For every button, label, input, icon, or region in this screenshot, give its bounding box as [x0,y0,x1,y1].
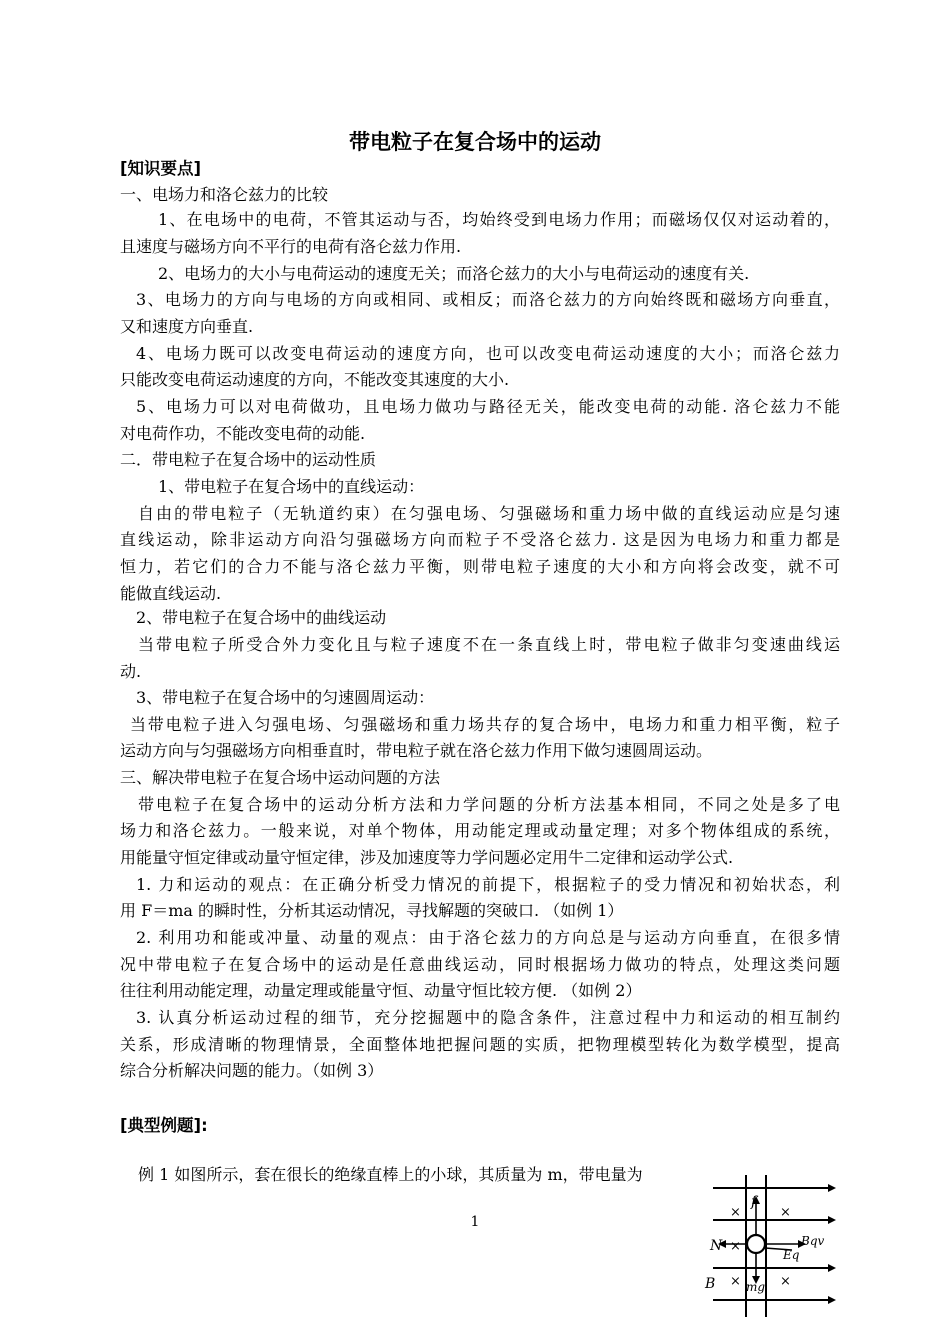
label-friction: f [751,1194,757,1210]
text-line: 场力和洛仑兹力。一般来说，对单个物体，用动能定理或动量定理；对多个物体组成的系统， [120,821,840,840]
text-line: 1. 力和运动的观点：在正确分析受力情况的前提下，根据粒子的受力情况和初始状态，利 [136,875,840,894]
example-1-figure [700,1170,840,1317]
text-line: 恒力，若它们的合力不能与洛仑兹力平衡，则带电粒子速度的大小和方向将会改变，就不可 [120,557,840,576]
text-line: 又和速度方向垂直. [120,317,254,336]
text-line: 用能量守恒定律或动量守恒定律，涉及加速度等力学问题必定用牛二定律和运动学公式. [120,848,734,867]
text-line: 综合分析解决问题的能力。（如例 3） [120,1061,384,1080]
text-line: 5、电场力可以对电荷做功，且电场力做功与路径无关，能改变电荷的动能. 洛仑兹力不能 [136,397,840,416]
svg-text:×: × [780,1205,791,1220]
text-line: 2. 利用功和能或冲量、动量的观点：由于洛仑兹力的方向总是与运动方向垂直，在很多情 [136,928,840,947]
label-electric-force: Eq [783,1248,800,1262]
text-line: 直线运动，除非运动方向沿匀强磁场方向而粒子不受洛仑兹力. 这是因为电场力和重力都是 [120,530,840,549]
text-line: 对电荷作功，不能改变电荷的动能. [120,424,366,443]
text-line: 3、带电粒子在复合场中的匀速圆周运动： [136,688,435,707]
text-line: 3. 认真分析运动过程的细节，充分挖掘题中的隐含条件，注意过程中力和运动的相互制约 [136,1008,840,1027]
svg-text:×: × [730,1205,741,1220]
label-gravity: mg [746,1280,766,1294]
svg-text:×: × [730,1239,741,1254]
page-number: 1 [470,1214,480,1230]
text-line: 带电粒子在复合场中的运动分析方法和力学问题的分析方法基本相同，不同之处是多了电 [138,795,840,814]
label-magnetic-field: B [705,1276,716,1292]
text-line: 2、电场力的大小与电荷运动的速度无关；而洛仑兹力的大小与电荷运动的速度有关. [158,264,750,283]
charged-ball [747,1235,765,1253]
text-line: 当带电粒子所受合外力变化且与粒子速度不在一条直线上时，带电粒子做非匀变速曲线运 [138,635,840,654]
text-line: 当带电粒子进入匀强电场、匀强磁场和重力场共存的复合场中，电场力和重力相平衡，粒子 [130,715,840,734]
text-line: 能做直线运动. [120,584,222,603]
text-line: 往往利用动能定理，动量定理或能量守恒、动量守恒比较方便. （如例 2） [120,981,642,1000]
text-line: 1、带电粒子在复合场中的直线运动： [158,477,425,496]
text-line: 3、电场力的方向与电场的方向或相同、或相反；而洛仑兹力的方向始终既和磁场方向垂直， [136,290,840,309]
svg-text:×: × [780,1274,791,1289]
text-line: 自由的带电粒子（无轨道约束）在匀强电场、匀强磁场和重力场中做的直线运动应是匀速 [138,504,840,523]
label-lorentz-force: Bqv [801,1234,825,1248]
text-line: 关系，形成清晰的物理情景，全面整体地把握问题的实质，把物理模型转化为数学模型，提高 [120,1035,840,1054]
example-1-text: 例 1 如图所示，套在很长的绝缘直棒上的小球，其质量为 m，带电量为 [138,1165,643,1184]
field-arrowheads [828,1184,836,1304]
text-line: 一、电场力和洛仑兹力的比较 [120,185,329,204]
text-line: 且速度与磁场方向不平行的电荷有洛仑兹力作用. [120,237,462,256]
text-line: 三、解决带电粒子在复合场中运动问题的方法 [120,768,441,787]
text-line: 4、电场力既可以改变电荷运动的速度方向，也可以改变电荷运动速度的大小；而洛仑兹力 [136,344,840,363]
text-line: 运动方向与匀强磁场方向相垂直时，带电粒子就在洛仑兹力作用下做匀速圆周运动。 [120,741,713,760]
text-line: 况中带电粒子在复合场中的运动是任意曲线运动，同时根据场力做功的特点，处理这类问题 [120,955,840,974]
text-line: 二．带电粒子在复合场中的运动性质 [120,450,377,469]
label-normal-force: N [710,1238,723,1254]
svg-text:×: × [730,1274,741,1289]
text-line: 2、带电粒子在复合场中的曲线运动 [136,608,387,627]
text-line: 动. [120,662,142,681]
section-heading-examples: [典型例题]: [120,1116,208,1135]
text-line: 1、在电场中的电荷，不管其运动与否，均始终受到电场力作用；而磁场仅仅对运动着的， [158,210,840,229]
text-line: 用 F＝ma 的瞬时性，分析其运动情况，寻找解题的突破口. （如例 1） [120,901,624,920]
text-line: 只能改变电荷运动速度的方向，不能改变其速度的大小. [120,370,510,389]
document-title: 带电粒子在复合场中的运动 [349,130,601,154]
section-heading-knowledge: [知识要点] [120,159,202,178]
